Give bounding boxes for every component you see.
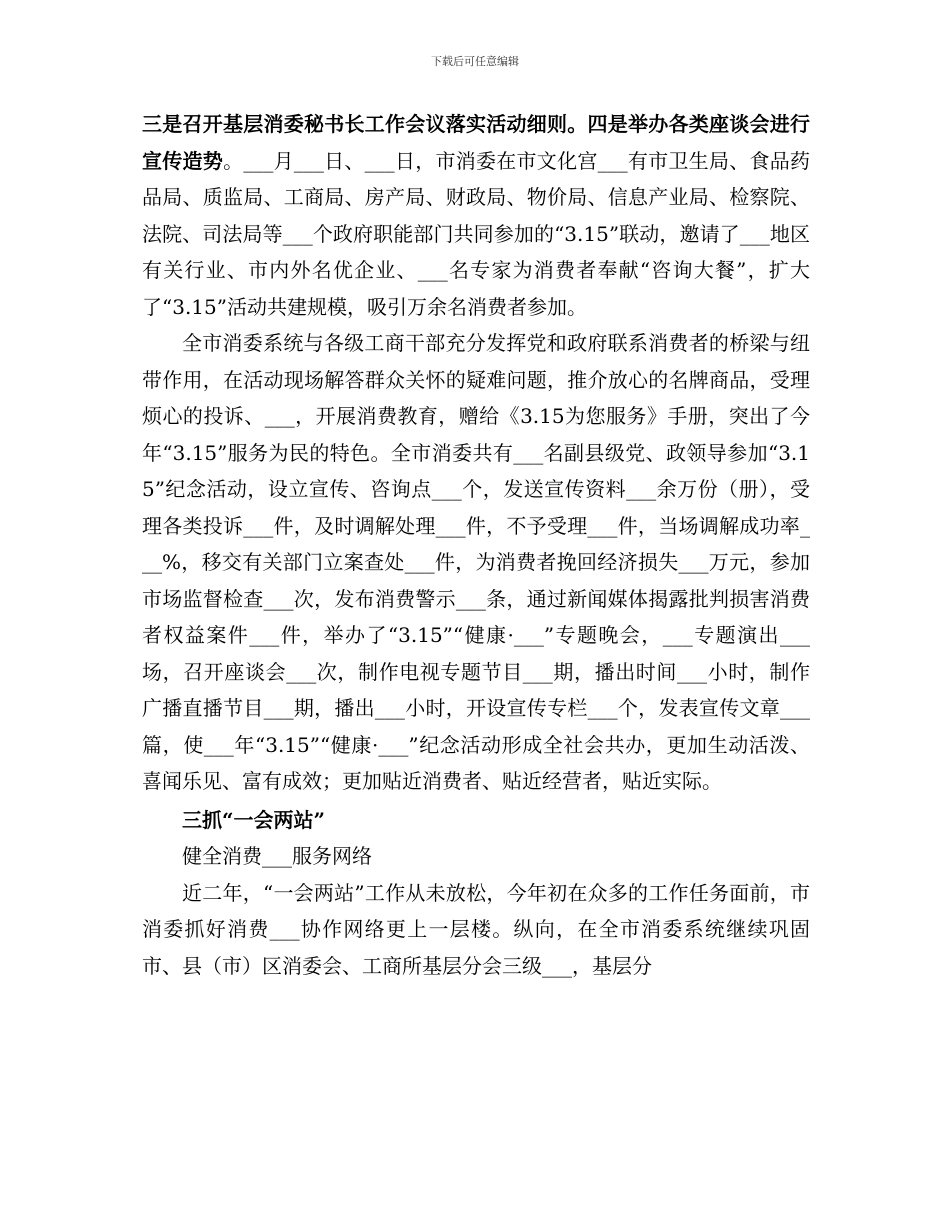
paragraph-1 (142, 106, 810, 325)
paragraph-3: 近二年，“一会两站”工作从未放松，今年初在众多的工作任务面前，市消委抓好消费___协作网络更上一层楼。纵向，在全市消委系统继续巩固市、县（市）区消委会、工商所基层分会三级___，基层分 (142, 880, 810, 978)
section-subheading: 健全消费___服务网络 (182, 844, 372, 868)
section-heading: 三抓“一会两站” (182, 807, 326, 832)
paragraph-1-bold-lead: 三是召开基层消委秘书长工作会议落实活动细则。四是举办各类座谈会进行宣传造势 (142, 112, 810, 173)
page-header: 下载后可任意编辑 (431, 55, 519, 68)
document-body (142, 106, 810, 984)
paragraph-2: 全市消委系统与各级工商干部充分发挥党和政府联系消费者的桥梁与纽带作用，在活动现场解答群众关怀的疑难问题，推介放心的名牌商品，受理烦心的投诉、___，开展消费教育，赠给《3.15为您服务》手册，突出了今年“3.15”服务为民的特色。全市消委共有___名副县级党、政领导参加“3.15”纪念活动，设立宣传、咨询点___个，发送宣传资料___余万份（册），受理各类投诉___件，及时调解处理___件，不予受理___件，当场调解成功率___%，移交有关部门立案查处___件，为消费者挽回经济损失___万元，参加市场监督检查___次，发布消费警示___条，通过新闻媒体揭露批判损害消费者权益案件___件，举办了“3.15”“健康·___”专题晚会，___专题演出___场，召开座谈会___次，制作电视专题节目___期，播出时间___小时，制作广播直播节目___期，播出___小时，开设宣传专栏___个，发表宣传文章___篇，使___年“3.15”“健康·___”纪念活动形成全社会共办，更加生动活泼、喜闻乐见、富有成效；更加贴近消费者、贴近经营者，贴近实际。 (142, 331, 810, 793)
paragraph-1-body: 。___月___日、___日，市消委在市文化宫___有市卫生局、食品药品局、质监局、工商局、房产局、财政局、物价局、信息产业局、检察院、法院、司法局等___个政府职能部门共同参加的“3.15”联动，邀请了___地区有关行业、市内外名优企业、___名专家为消费者奉献“咨询大餐”，扩大了“3.15”活动共建规模，吸引万余名消费者参加。 (142, 148, 811, 319)
